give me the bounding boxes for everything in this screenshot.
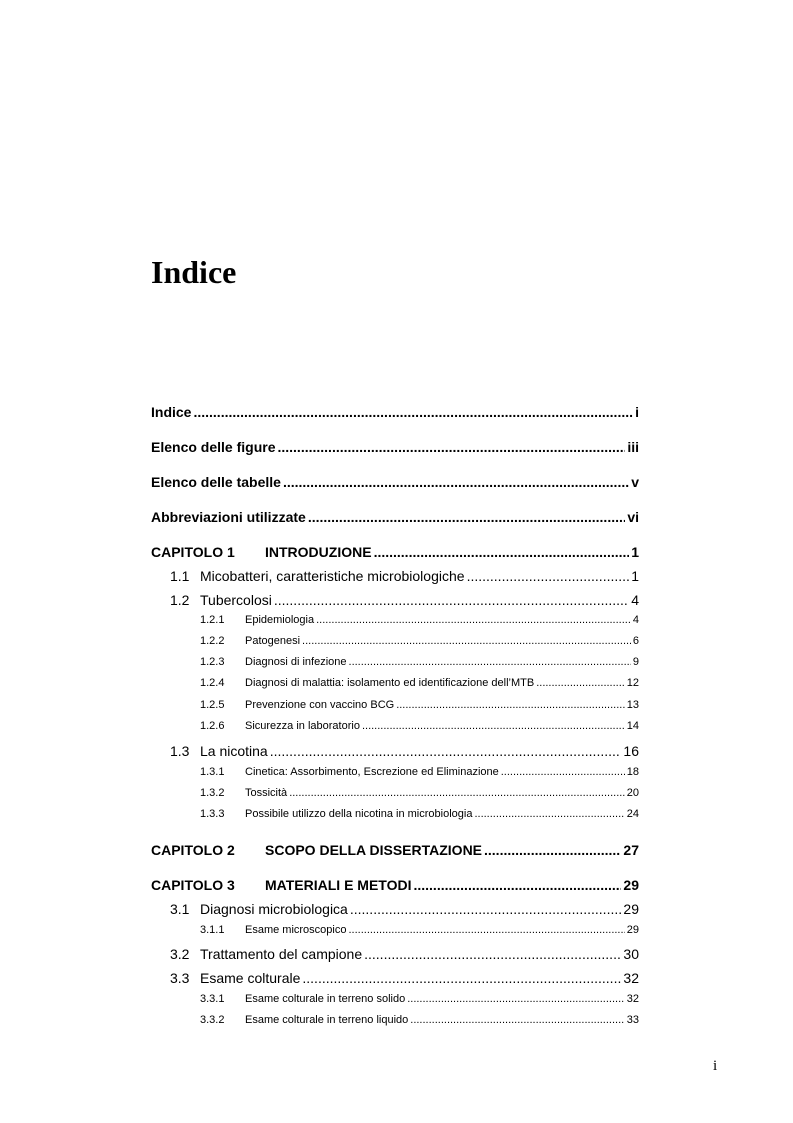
toc-entry[interactable] [200,720,639,732]
dot-leader [270,743,622,759]
toc-entry-title: Esame colturale in terreno liquido [245,1014,409,1026]
toc-entry-title: Diagnosi microbiologica [200,901,348,917]
toc-entry[interactable] [151,842,639,858]
toc-entry-number: 1.2 [170,592,190,608]
toc-entry-number: CAPITOLO 2 [151,842,235,858]
toc-entry-number: CAPITOLO 1 [151,544,235,560]
dot-leader [374,544,630,560]
toc-entry-page: 30 [623,946,639,962]
toc-entry-title: Micobatteri, caratteristiche microbiologiche [200,568,465,584]
toc-entry-page: 32 [623,970,639,986]
dot-leader [302,970,621,986]
dot-leader [501,766,625,778]
toc-entry-page: 1 [631,544,639,560]
dot-leader [410,1014,624,1026]
toc-entry-page: 16 [623,743,639,759]
toc-entry-page: 33 [626,1014,639,1026]
toc-entry-page: 29 [623,901,639,917]
toc-entry-title: SCOPO DELLA DISSERTAZIONE [265,842,483,858]
toc-entry[interactable] [151,474,639,490]
toc-entry[interactable] [151,509,639,525]
dot-leader [407,993,625,1005]
toc-entry-title: Esame colturale in terreno solido [245,993,406,1005]
toc-entry[interactable] [200,808,639,820]
toc-entry-number: 1.3.2 [200,787,225,799]
toc-entry-number: 1.2.2 [200,635,225,647]
toc-entry-title: Cinetica: Assorbimento, Escrezione ed Eliminazione [245,766,499,778]
toc-entry-number: 3.3 [170,970,190,986]
toc-entry-title: INTRODUZIONE [265,544,372,560]
toc-entry[interactable] [151,404,639,420]
toc-entry-page: v [631,474,639,490]
toc-entry[interactable] [151,544,639,560]
toc-entry-number: CAPITOLO 3 [151,877,235,893]
toc-entry-page: 1 [631,568,639,584]
toc-entry-number: 1.2.4 [200,677,225,689]
toc-entry-number: 3.1 [170,901,190,917]
toc-entry[interactable] [200,1014,639,1026]
dot-leader [348,924,624,936]
toc-entry-number: 1.2.5 [200,699,225,711]
toc-entry-title: Epidemiologia [245,614,315,626]
toc-entry-title: Patogenesi [245,635,301,647]
toc-entry-number: 1.3 [170,743,190,759]
dot-leader [364,946,621,962]
toc-entry-page: 14 [626,720,639,732]
toc-entry-page: vi [627,509,639,525]
toc-entry[interactable] [170,946,639,962]
page-number: i [713,1058,718,1074]
dot-leader [474,808,624,820]
toc-entry[interactable] [170,743,639,759]
toc-entry-title: Tossicità [245,787,288,799]
dot-leader [362,720,625,732]
toc-entry-number: 3.1.1 [200,924,225,936]
toc-entry-title: Esame microscopico [245,924,347,936]
toc-entry[interactable] [151,439,639,455]
toc-entry-page: i [635,404,639,420]
dot-leader [467,568,630,584]
toc-entry-title: Diagnosi di infezione [245,656,347,668]
toc-entry-number: 1.2.1 [200,614,225,626]
toc-entry[interactable] [170,901,639,917]
toc-entry[interactable] [200,635,639,647]
dot-leader [316,614,631,626]
dot-leader [283,474,629,490]
toc-entry-title: Sicurezza in laboratorio [245,720,360,732]
toc-entry[interactable] [200,924,639,936]
dot-leader [193,404,633,420]
toc-entry-number: 1.3.1 [200,766,225,778]
dot-leader [350,901,622,917]
toc-entry-page: 9 [632,656,639,668]
toc-entry-number: 1.2.6 [200,720,225,732]
toc-entry[interactable] [200,614,639,626]
dot-leader [349,656,631,668]
toc-entry-number: 3.3.2 [200,1014,225,1026]
toc-entry-page: 29 [626,924,639,936]
toc-entry-title: Possibile utilizzo della nicotina in microbiologia [245,808,473,820]
toc-entry[interactable] [200,787,639,799]
toc-entry-page: iii [627,439,639,455]
toc-entry[interactable] [200,993,639,1005]
toc-entry-title: Diagnosi di malattia: isolamento ed identificazione dell’MTB [245,677,535,689]
toc-entry-number: 3.3.1 [200,993,225,1005]
toc-entry-title: Abbreviazioni utilizzate [151,509,306,525]
dot-leader [274,592,629,608]
toc-entry-number: 3.2 [170,946,190,962]
dot-leader [396,699,625,711]
toc-entry-page: 27 [623,842,639,858]
toc-entry-number: 1.1 [170,568,190,584]
dot-leader [277,439,625,455]
toc-entry-title: MATERIALI E METODI [265,877,412,893]
dot-leader [289,787,625,799]
toc-entry-title: Trattamento del campione [200,946,363,962]
dot-leader [413,877,621,893]
dot-leader [308,509,626,525]
toc-entry-number: 1.2.3 [200,656,225,668]
toc-entry-number: 1.3.3 [200,808,225,820]
toc-entry-page: 20 [626,787,639,799]
toc-entry-page: 12 [626,677,639,689]
toc-entry-page: 29 [623,877,639,893]
toc-entry-title: Prevenzione con vaccino BCG [245,699,395,711]
toc-entry-title: Elenco delle figure [151,439,276,455]
toc-entry[interactable] [170,970,639,986]
toc-entry[interactable] [200,677,639,689]
toc-entry-title: La nicotina [200,743,268,759]
toc-entry-page: 24 [626,808,639,820]
toc-entry-page: 6 [632,635,639,647]
toc-entry-title: Tubercolosi [200,592,272,608]
toc-entry[interactable] [200,656,639,668]
toc-entry-page: 32 [626,993,639,1005]
toc-entry[interactable] [200,699,639,711]
toc-entry-page: 4 [632,614,639,626]
dot-leader [302,635,631,647]
toc-entry[interactable] [151,877,639,893]
dot-leader [484,842,621,858]
toc-entry-title: Indice [151,404,192,420]
toc-entry-title: Elenco delle tabelle [151,474,281,490]
page-title: Indice [151,254,237,290]
dot-leader [536,677,625,689]
toc-entry-page: 18 [626,766,639,778]
toc-entry[interactable] [170,592,639,608]
toc-entry-page: 13 [626,699,639,711]
toc-entry-page: 4 [631,592,639,608]
toc-entry-title: Esame colturale [200,970,301,986]
toc-entry[interactable] [200,766,639,778]
toc-entry[interactable] [170,568,639,584]
